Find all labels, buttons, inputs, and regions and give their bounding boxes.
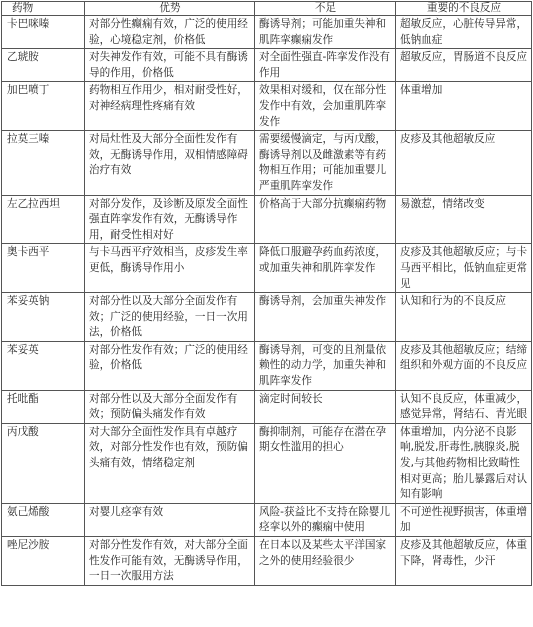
table-row [2, 49, 532, 82]
advantage-cell: 对部分性癫痫有效，广泛的使用经验，心境稳定剂，价格低 [85, 16, 255, 49]
drug-name-cell: 苯妥英 [2, 341, 85, 390]
header-disadvantage: 不足 [255, 2, 396, 16]
adverse-reaction-cell: 易激惹，情绪改变 [396, 195, 532, 244]
header-advantage: 优势 [85, 2, 255, 16]
disadvantage-cell: 酶诱导剂，会加重失神发作 [255, 293, 396, 342]
table-row [2, 16, 532, 49]
drug-name-cell: 托吡酯 [2, 390, 85, 423]
drug-comparison-table [1, 1, 532, 586]
table-row [2, 390, 532, 423]
advantage-cell: 对失神发作有效，可能不具有酶诱导的作用，价格低 [85, 49, 255, 82]
drug-name-cell: 丙戊酸 [2, 423, 85, 503]
disadvantage-cell: 滴定时间较长 [255, 390, 396, 423]
advantage-cell: 对部分性以及大部分全面发作有效；预防偏头痛发作有效 [85, 390, 255, 423]
table-row [2, 82, 532, 131]
adverse-reaction-cell: 皮疹及其他超敏反应；与卡马西平相比，低钠血症更常见 [396, 244, 532, 293]
disadvantage-cell: 需要缓慢滴定，与丙戊酸，酶诱导剂以及雌激素等有药物相互作用；可能加重婴儿严重肌阵挛发作 [255, 131, 396, 195]
disadvantage-cell: 风险-获益比不支持在除婴儿痉挛以外的癫痫中使用 [255, 503, 396, 536]
disadvantage-cell: 酶抑制剂，可能存在潜在孕期女性滥用的担心 [255, 423, 396, 503]
table-row [2, 244, 532, 293]
disadvantage-cell: 酶诱导剂，可变的且剂量依赖性的动力学，加重失神和肌阵挛发作 [255, 341, 396, 390]
advantage-cell: 对部分发作，及诊断及原发全面性强直阵挛发作有效，无酶诱导作用，耐受性相对好 [85, 195, 255, 244]
adverse-reaction-cell: 认知和行为的不良反应 [396, 293, 532, 342]
advantage-cell: 对婴儿痉挛有效 [85, 503, 255, 536]
disadvantage-cell: 在日本以及某些太平洋国家之外的使用经验很少 [255, 537, 396, 586]
table-row [2, 293, 532, 342]
drug-name-cell: 卡巴咪嗪 [2, 16, 85, 49]
disadvantage-cell: 对全面性强直-阵挛发作没有作用 [255, 49, 396, 82]
advantage-cell: 对部分性发作有效；广泛的使用经验，价格低 [85, 341, 255, 390]
adverse-reaction-cell: 皮疹及其他超敏反应；结缔组织和外观方面的不良反应 [396, 341, 532, 390]
table-header-row [2, 2, 532, 16]
disadvantage-cell: 酶诱导剂；可能加重失神和肌阵挛癫痫发作 [255, 16, 396, 49]
disadvantage-cell: 价格高于大部分抗癫痫药物 [255, 195, 396, 244]
drug-name-cell: 苯妥英钠 [2, 293, 85, 342]
advantage-cell: 对部分性以及大部分全面发作有效；广泛的使用经验，一日一次用法，价格低 [85, 293, 255, 342]
adverse-reaction-cell: 超敏反应，心脏传导异常，低钠血症 [396, 16, 532, 49]
drug-comparison-document [0, 1, 533, 627]
adverse-reaction-cell: 认知不良反应，体重减少，感觉异常，肾结石、青光眼 [396, 390, 532, 423]
table-row [2, 341, 532, 390]
table-row [2, 131, 532, 195]
table-row [2, 503, 532, 536]
advantage-cell: 与卡马西平疗效相当，皮疹发生率更低，酶诱导作用小 [85, 244, 255, 293]
adverse-reaction-cell: 皮疹及其他超敏反应，体重下降，肾毒性，少汗 [396, 537, 532, 586]
adverse-reaction-cell: 皮疹及其他超敏反应 [396, 131, 532, 195]
drug-name-cell: 加巴喷丁 [2, 82, 85, 131]
drug-name-cell: 唑尼沙胺 [2, 537, 85, 586]
advantage-cell: 对部分性发作有效，对大部分全面性发作可能有效，无酶诱导作用，一日一次服用方法 [85, 537, 255, 586]
header-drug: 药物 [2, 2, 85, 16]
adverse-reaction-cell: 超敏反应，胃肠道不良反应 [396, 49, 532, 82]
table-row [2, 423, 532, 503]
drug-name-cell: 乙琥胺 [2, 49, 85, 82]
disadvantage-cell: 效果相对缓和，仅在部分性发作中有效，会加重肌阵挛发作 [255, 82, 396, 131]
adverse-reaction-cell: 体重增加，内分泌不良影响,脱发,肝毒性,胰腺炎,脱发,与其他药物相比致畸性相对更高；胎儿暴露后对认知有影响 [396, 423, 532, 503]
table-row [2, 537, 532, 586]
drug-name-cell: 奥卡西平 [2, 244, 85, 293]
drug-name-cell: 左乙拉西坦 [2, 195, 85, 244]
advantage-cell: 对局灶性及大部分全面性发作有效，无酶诱导作用，双相情感障碍治疗有效 [85, 131, 255, 195]
advantage-cell: 药物相互作用少，相对耐受性好，对神经病理性疼痛有效 [85, 82, 255, 131]
drug-name-cell: 氨己烯酸 [2, 503, 85, 536]
adverse-reaction-cell: 体重增加 [396, 82, 532, 131]
advantage-cell: 对大部分全面性发作具有卓越疗效，对部分性发作也有效，预防偏头痛有效，情绪稳定剂 [85, 423, 255, 503]
adverse-reaction-cell: 不可逆性视野损害，体重增加 [396, 503, 532, 536]
table-row [2, 195, 532, 244]
disadvantage-cell: 降低口服避孕药血药浓度，或加重失神和肌阵挛发作 [255, 244, 396, 293]
header-adverse-reactions: 重要的不良反应 [396, 2, 532, 16]
drug-name-cell: 拉莫三嗪 [2, 131, 85, 195]
